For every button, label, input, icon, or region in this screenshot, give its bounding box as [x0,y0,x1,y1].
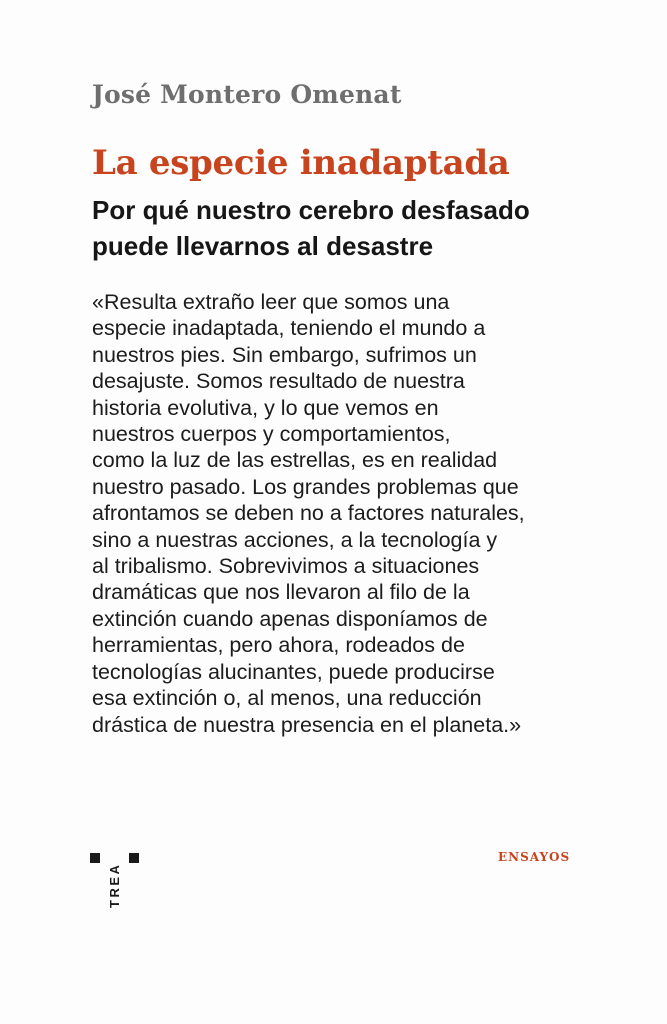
blurb-line: como la luz de las estrellas, es en realidad [92,448,498,473]
subtitle-line: Por qué nuestro cerebro desfasado [92,195,530,225]
blurb-line: nuestro pasado. Los grandes problemas que [92,474,519,499]
blurb-line: drástica de nuestra presencia en el planeta.» [92,712,522,737]
trea-logo-icon [90,840,140,920]
blurb-line: tecnologías alucinantes, puede producirse [92,659,495,684]
blurb-line: al tribalismo. Sobrevivimos a situaciones [92,554,480,579]
blurb-quote [92,289,612,738]
blurb-line: historia evolutiva, y lo que vemos en [92,395,439,420]
blurb-line: nuestros cuerpos y comportamientos, [92,422,451,447]
blurb-line: dramáticas que nos llevaron al filo de la [92,580,470,605]
blurb-line: «Resulta extraño leer que somos una [92,290,450,314]
logo-wordmark [103,844,125,910]
blurb-line: afrontamos se deben no a factores naturales, [92,501,525,526]
blurb-line: herramientas, pero ahora, rodeados de [92,633,465,658]
blurb-line: extinción cuando apenas disponíamos de [92,606,488,631]
blurb-line: esa extinción o, al menos, una reducción [92,686,482,711]
book-title: La especie inadaptada [92,143,510,183]
blurb-line: especie inadaptada, teniendo el mundo a [92,316,486,341]
author-name: José Montero Omenat [92,80,402,109]
logo-square [90,853,100,863]
collection-label: ENSAYOS [498,850,571,864]
logo-text: TREA [107,862,122,908]
blurb-line: desajuste. Somos resultado de nuestra [92,369,465,394]
blurb-line: sino a nuestras acciones, a la tecnología y [92,527,498,552]
logo-square [129,853,139,863]
book-subtitle [92,192,612,264]
subtitle-line: puede llevarnos al desastre [92,231,434,261]
blurb-line: nuestros pies. Sin embargo, sufrimos un [92,342,477,367]
